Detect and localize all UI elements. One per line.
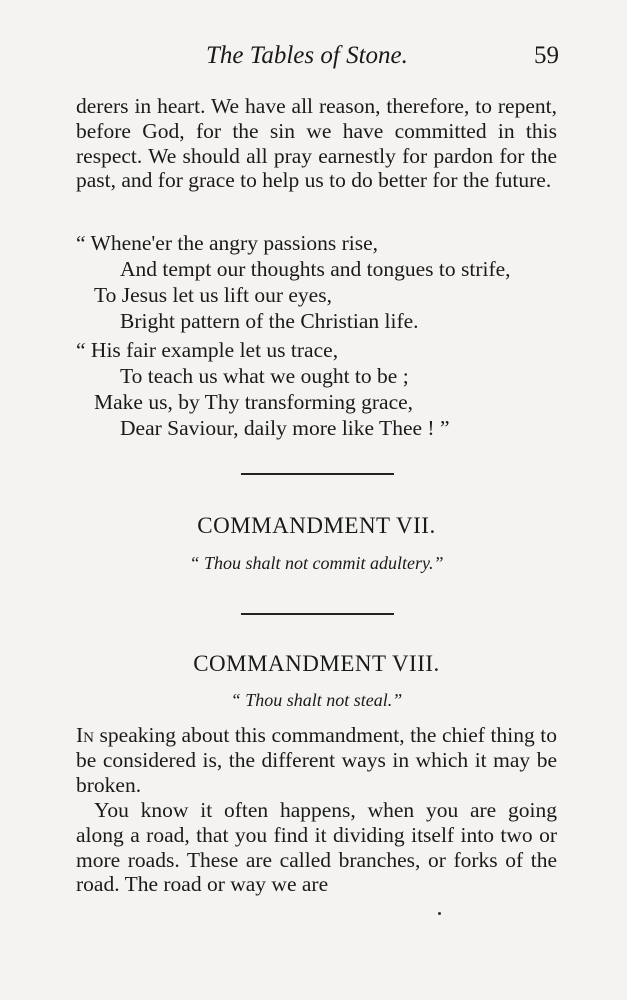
running-head [76,42,559,74]
paragraph-continuation: derers in heart. We have all reason, therefore, to repent, before God, for the sin we have committed in this respect. We should all pray earnestly for pardon for the past, and for grace to help us to do better for the future. [76,94,557,193]
verse-line: Make us, by Thy transforming grace, [94,390,414,414]
paragraph-intro [76,723,557,797]
verse-line: Dear Saviour, daily more like Thee ! ” [120,416,450,440]
hymn-verse-1 [76,230,567,334]
hymn-verse-2 [76,337,567,441]
verse-line: To teach us what we ought to be ; [120,364,409,388]
verse-line: Bright pattern of the Christian life. [120,309,419,333]
verse-line: “ His fair example let us trace, [76,338,339,362]
section-divider [241,473,394,475]
commandment-viii-heading: COMMANDMENT VIII. [193,651,440,676]
page-number: 59 [534,42,559,69]
paragraph-text: You know it often happens, when you are going along a road, that you find it dividing itself into two or more roads. These are called branches, or forks of the road. The road or way we are [76,798,557,897]
paragraph-roads [76,798,557,897]
commandment-vii-quote: “ Thou shalt not commit adultery.” [189,553,444,573]
verse-line: And tempt our thoughts and tongues to strife, [120,257,511,281]
commandment-viii-quote: “ Thou shalt not steal.” [230,690,403,710]
verse-line: To Jesus let us lift our eyes, [94,283,332,307]
commandment-vii-heading: COMMANDMENT VII. [197,513,436,538]
running-head-title: The Tables of Stone. [206,42,408,69]
section-divider [241,613,394,615]
ink-speck [438,912,441,915]
lead-word: In [76,723,94,747]
paragraph-text: speaking about this commandment, the chief thing to be considered is, the different ways in which it may be broken. [76,723,557,797]
verse-line: “ Whene'er the angry passions rise, [76,231,378,255]
